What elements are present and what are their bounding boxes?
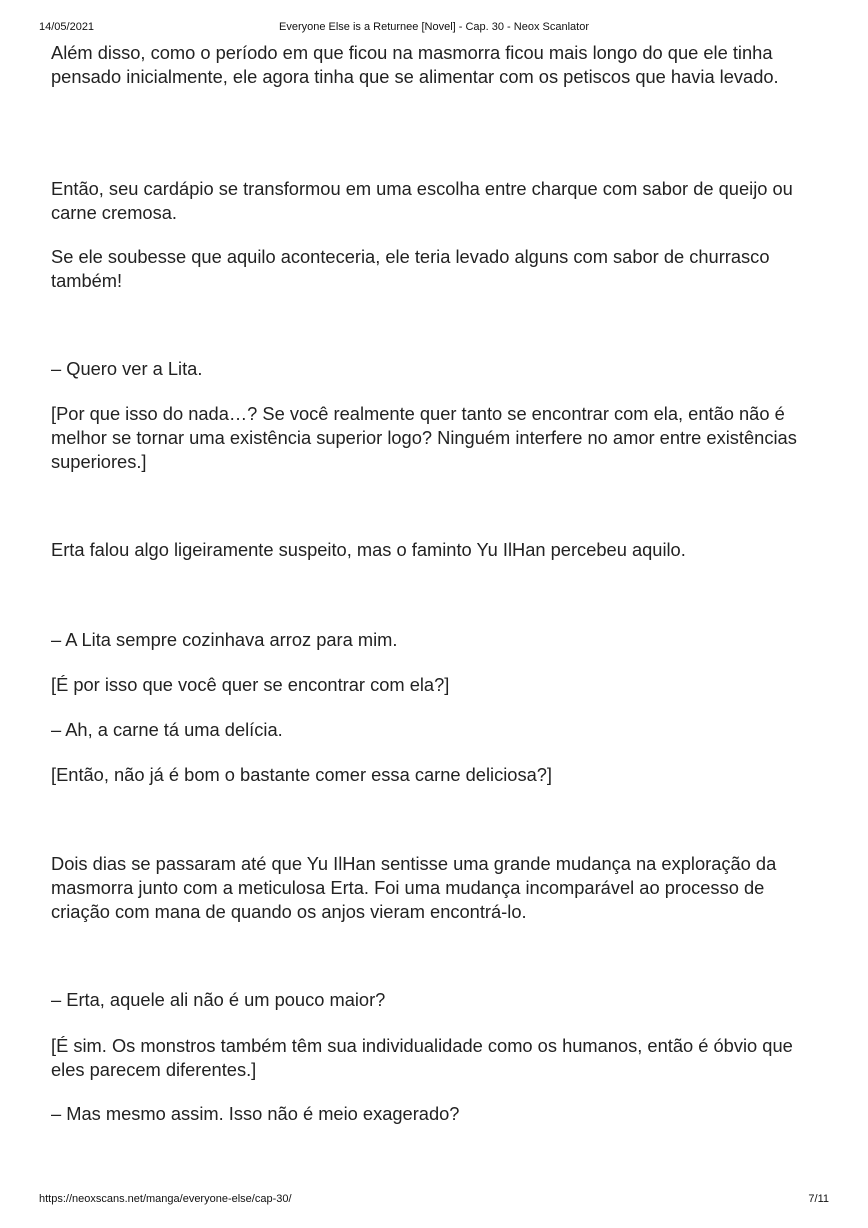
paragraph: – Mas mesmo assim. Isso não é meio exagerado? xyxy=(51,1103,460,1124)
page-number: 7/11 xyxy=(808,1193,829,1205)
paragraph: – Quero ver a Lita. xyxy=(51,358,203,379)
paragraph: – A Lita sempre cozinhava arroz para mim. xyxy=(51,629,398,650)
print-date: 14/05/2021 xyxy=(39,21,95,33)
paragraph: [É por isso que você quer se encontrar com ela?] xyxy=(51,674,450,695)
paragraph: Erta falou algo ligeiramente suspeito, mas o faminto Yu IlHan percebeu aquilo. xyxy=(51,539,686,560)
page-url: https://neoxscans.net/manga/everyone-else/cap-30/ xyxy=(39,1193,292,1205)
paragraph: [Por que isso do nada…? Se você realmente quer tanto se encontrar com ela, então não é melhor se tornar uma existência superior logo? Ninguém interfere no amor entre existências superiores.] xyxy=(51,403,797,472)
paragraph: Além disso, como o período em que ficou na masmorra ficou mais longo do que ele tinha pensado inicialmente, ele agora tinha que se alimentar com os petiscos que havia levado. xyxy=(51,42,779,87)
paragraph: – Erta, aquele ali não é um pouco maior? xyxy=(51,989,386,1010)
paragraph: – Ah, a carne tá uma delícia. xyxy=(51,719,283,740)
paragraph: Se ele soubesse que aquilo aconteceria, ele teria levado alguns com sabor de churrasco também! xyxy=(51,246,770,291)
paragraph: [É sim. Os monstros também têm sua individualidade como os humanos, então é óbvio que eles parecem diferentes.] xyxy=(51,1035,793,1080)
page-title: Everyone Else is a Returnee [Novel] - Cap. 30 - Neox Scanlator xyxy=(279,21,589,33)
paragraph: Então, seu cardápio se transformou em uma escolha entre charque com sabor de queijo ou carne cremosa. xyxy=(51,178,793,223)
paragraph: Dois dias se passaram até que Yu IlHan sentisse uma grande mudança na exploração da masmorra junto com a meticulosa Erta. Foi uma mudança incomparável ao processo de criação com mana de quando os anjos vieram encontrá-lo. xyxy=(51,853,777,922)
paragraph: [Então, não já é bom o bastante comer essa carne deliciosa?] xyxy=(51,764,553,785)
